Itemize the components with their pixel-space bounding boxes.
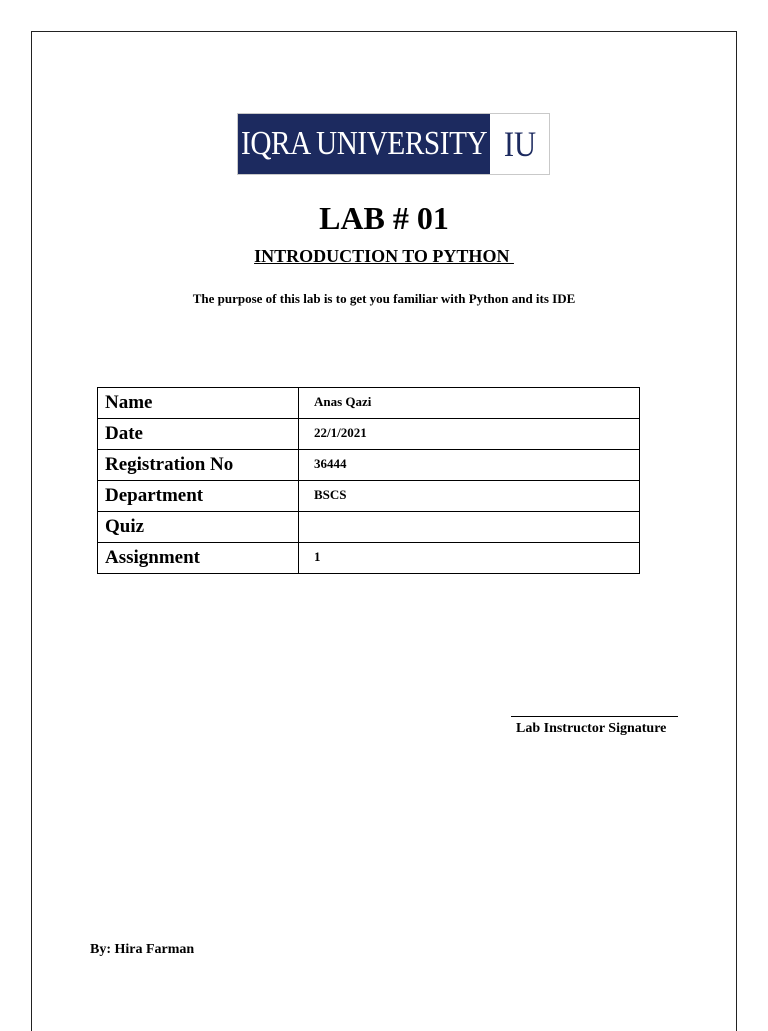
info-value-quiz xyxy=(299,512,640,543)
logo-abbr-block xyxy=(490,114,549,174)
info-label-date: Date xyxy=(98,419,299,450)
info-label-name: Name xyxy=(98,388,299,419)
table-row xyxy=(98,512,640,543)
logo-name-text: IQRA UNIVERSITY xyxy=(240,125,488,162)
signature-label: Lab Instructor Signature xyxy=(516,721,667,736)
university-logo xyxy=(237,113,550,175)
info-label-registration: Registration No xyxy=(98,450,299,481)
table-row xyxy=(98,388,640,419)
info-value-date: 22/1/2021 xyxy=(299,419,640,450)
table-row xyxy=(98,543,640,574)
info-label-department: Department xyxy=(98,481,299,512)
student-info-table xyxy=(97,387,640,574)
lab-subtitle-text: INTRODUCTION TO PYTHON xyxy=(254,246,514,266)
table-row xyxy=(98,481,640,512)
lab-purpose: The purpose of this lab is to get you familiar with Python and its IDE xyxy=(192,291,576,306)
info-value-registration: 36444 xyxy=(299,450,640,481)
signature-line xyxy=(511,716,678,717)
info-value-department: BSCS xyxy=(299,481,640,512)
logo-abbr-text: IU xyxy=(503,124,536,164)
table-row xyxy=(98,419,640,450)
info-label-quiz: Quiz xyxy=(98,512,299,543)
lab-subtitle xyxy=(0,246,768,267)
table-row xyxy=(98,450,640,481)
info-label-assignment: Assignment xyxy=(98,543,299,574)
lab-title: LAB # 01 xyxy=(319,200,449,236)
logo-name-block xyxy=(238,114,490,174)
info-value-assignment: 1 xyxy=(299,543,640,574)
author-credit: By: Hira Farman xyxy=(90,942,195,957)
info-value-name: Anas Qazi xyxy=(299,388,640,419)
